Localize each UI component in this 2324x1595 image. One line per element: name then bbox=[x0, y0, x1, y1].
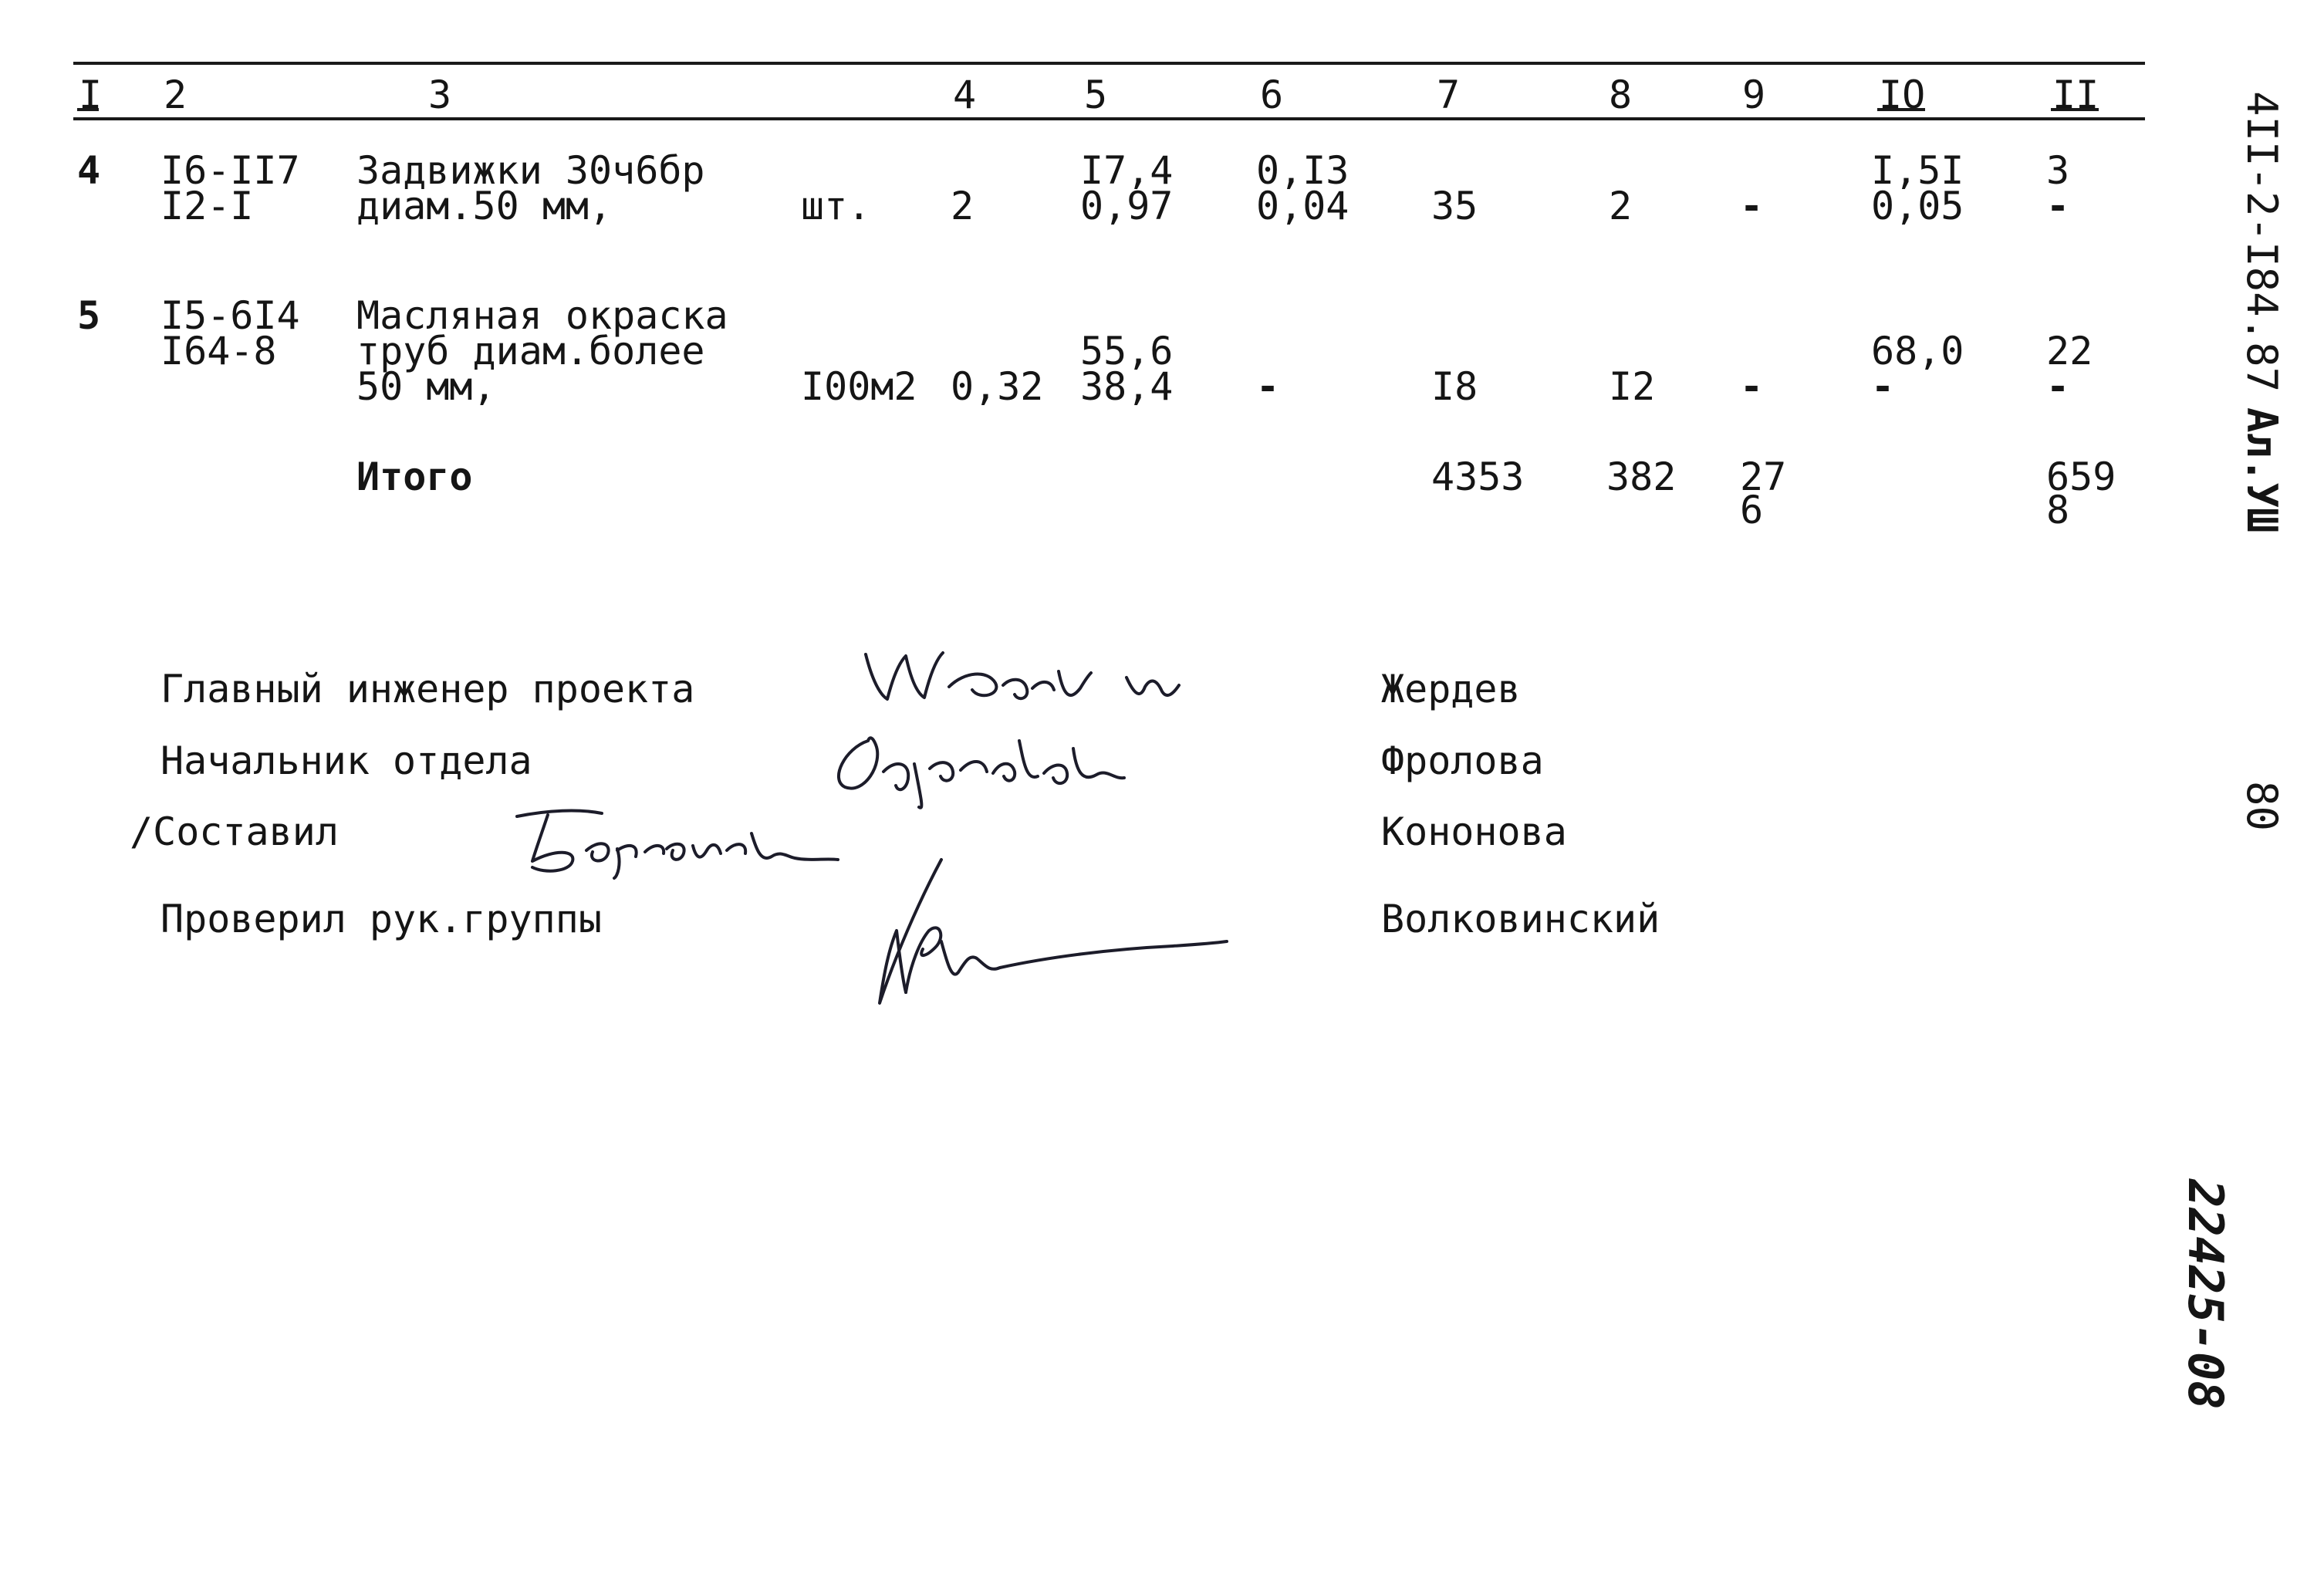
header-col-2: 2 bbox=[164, 73, 187, 117]
row-col10-line2: - bbox=[1871, 364, 1895, 409]
row-col6-line1: 0,I3 bbox=[1256, 148, 1349, 193]
row-number: 4 bbox=[77, 148, 101, 193]
row-col11-line2: - bbox=[2046, 364, 2070, 409]
row-col5-line1: 55,6 bbox=[1080, 329, 1174, 373]
row-col11-line1: 3 bbox=[2046, 148, 2070, 193]
header-col-8: 8 bbox=[1609, 73, 1633, 117]
signoff-role: /Составил bbox=[130, 809, 339, 854]
row-col11-line1: 22 bbox=[2046, 329, 2093, 373]
total-col8: 382 bbox=[1606, 455, 1677, 499]
header-col-10: IO bbox=[1879, 73, 1926, 117]
row-col6: - bbox=[1256, 364, 1280, 409]
total-col9-line2: 6 bbox=[1740, 488, 1764, 532]
signoff-name: Волковинский bbox=[1381, 897, 1660, 941]
header-col-11: II bbox=[2052, 73, 2099, 117]
header-col-9: 9 bbox=[1742, 73, 1766, 117]
row-col9: - bbox=[1740, 184, 1764, 228]
page-number-vertical: 80 bbox=[2238, 781, 2286, 832]
total-col11-line1: 659 bbox=[2046, 455, 2116, 499]
total-col7: 4353 bbox=[1431, 455, 1525, 499]
signoff-role: Главный инженер проекта bbox=[160, 667, 695, 711]
header-top-rule bbox=[73, 62, 2145, 65]
header-col-6: 6 bbox=[1260, 73, 1284, 117]
row-col8: I2 bbox=[1609, 364, 1656, 409]
header-col-10-underline bbox=[1877, 108, 1925, 111]
total-col9-line1: 27 bbox=[1740, 455, 1787, 499]
signature-compiler bbox=[502, 803, 849, 880]
album-label-vertical: Ал.УШ bbox=[2238, 407, 2286, 533]
row-col7: I8 bbox=[1431, 364, 1478, 409]
row-col5-line2: 38,4 bbox=[1080, 364, 1174, 409]
doc-code-vertical: 4II-2-I84.87 bbox=[2238, 91, 2286, 393]
row-desc-line1: Задвижки 30ч6бр bbox=[356, 148, 705, 193]
signoff-role: Проверил рук.группы bbox=[160, 897, 602, 941]
header-col-7: 7 bbox=[1437, 73, 1461, 117]
row-code-line1: I5-6I4 bbox=[160, 293, 300, 338]
row-col6-line2: 0,04 bbox=[1256, 184, 1349, 228]
signoff-name: Фролова bbox=[1381, 738, 1544, 783]
total-label: Итого bbox=[356, 455, 473, 499]
row-code-line1: I6-II7 bbox=[160, 148, 300, 193]
row-col11-line2: - bbox=[2046, 184, 2070, 228]
row-code-line2: I64-8 bbox=[160, 329, 277, 373]
row-qty: 2 bbox=[951, 184, 975, 228]
signoff-role: Начальник отдела bbox=[160, 738, 532, 783]
header-col-3: 3 bbox=[428, 73, 452, 117]
header-col-5: 5 bbox=[1084, 73, 1108, 117]
header-col-4: 4 bbox=[953, 73, 977, 117]
row-code-line2: I2-I bbox=[160, 184, 254, 228]
signature-department-head bbox=[822, 718, 1130, 810]
inventory-number-vertical: 22425-08 bbox=[2177, 1179, 2234, 1410]
row-col7: 35 bbox=[1431, 184, 1478, 228]
header-col-1: I bbox=[79, 73, 103, 117]
header-bottom-rule bbox=[73, 117, 2145, 120]
row-col5-line2: 0,97 bbox=[1080, 184, 1174, 228]
row-desc-line1: Масляная окраска bbox=[356, 293, 728, 338]
row-desc-line3: 50 мм, bbox=[356, 364, 496, 409]
row-qty: 0,32 bbox=[951, 364, 1044, 409]
row-unit: I00м2 bbox=[801, 364, 917, 409]
signature-group-head bbox=[849, 857, 1235, 1011]
row-col10-line2: 0,05 bbox=[1871, 184, 1964, 228]
row-col10-line1: I,5I bbox=[1871, 148, 1964, 193]
signoff-name: Кононова bbox=[1381, 809, 1567, 854]
row-desc-line2: труб диам.более bbox=[356, 329, 705, 373]
row-col5-line1: I7,4 bbox=[1080, 148, 1174, 193]
row-col10-line1: 68,0 bbox=[1871, 329, 1964, 373]
header-col-11-underline bbox=[2051, 108, 2099, 111]
row-col9: - bbox=[1740, 364, 1764, 409]
row-col8: 2 bbox=[1609, 184, 1633, 228]
row-number: 5 bbox=[77, 293, 101, 338]
row-desc-line2: диам.50 мм, bbox=[356, 184, 613, 228]
total-col11-line2: 8 bbox=[2046, 488, 2070, 532]
header-col-1-underline bbox=[77, 108, 99, 111]
signature-chief-engineer bbox=[856, 640, 1196, 725]
row-unit: шт. bbox=[801, 184, 871, 228]
signoff-name: Жердев bbox=[1381, 667, 1521, 711]
